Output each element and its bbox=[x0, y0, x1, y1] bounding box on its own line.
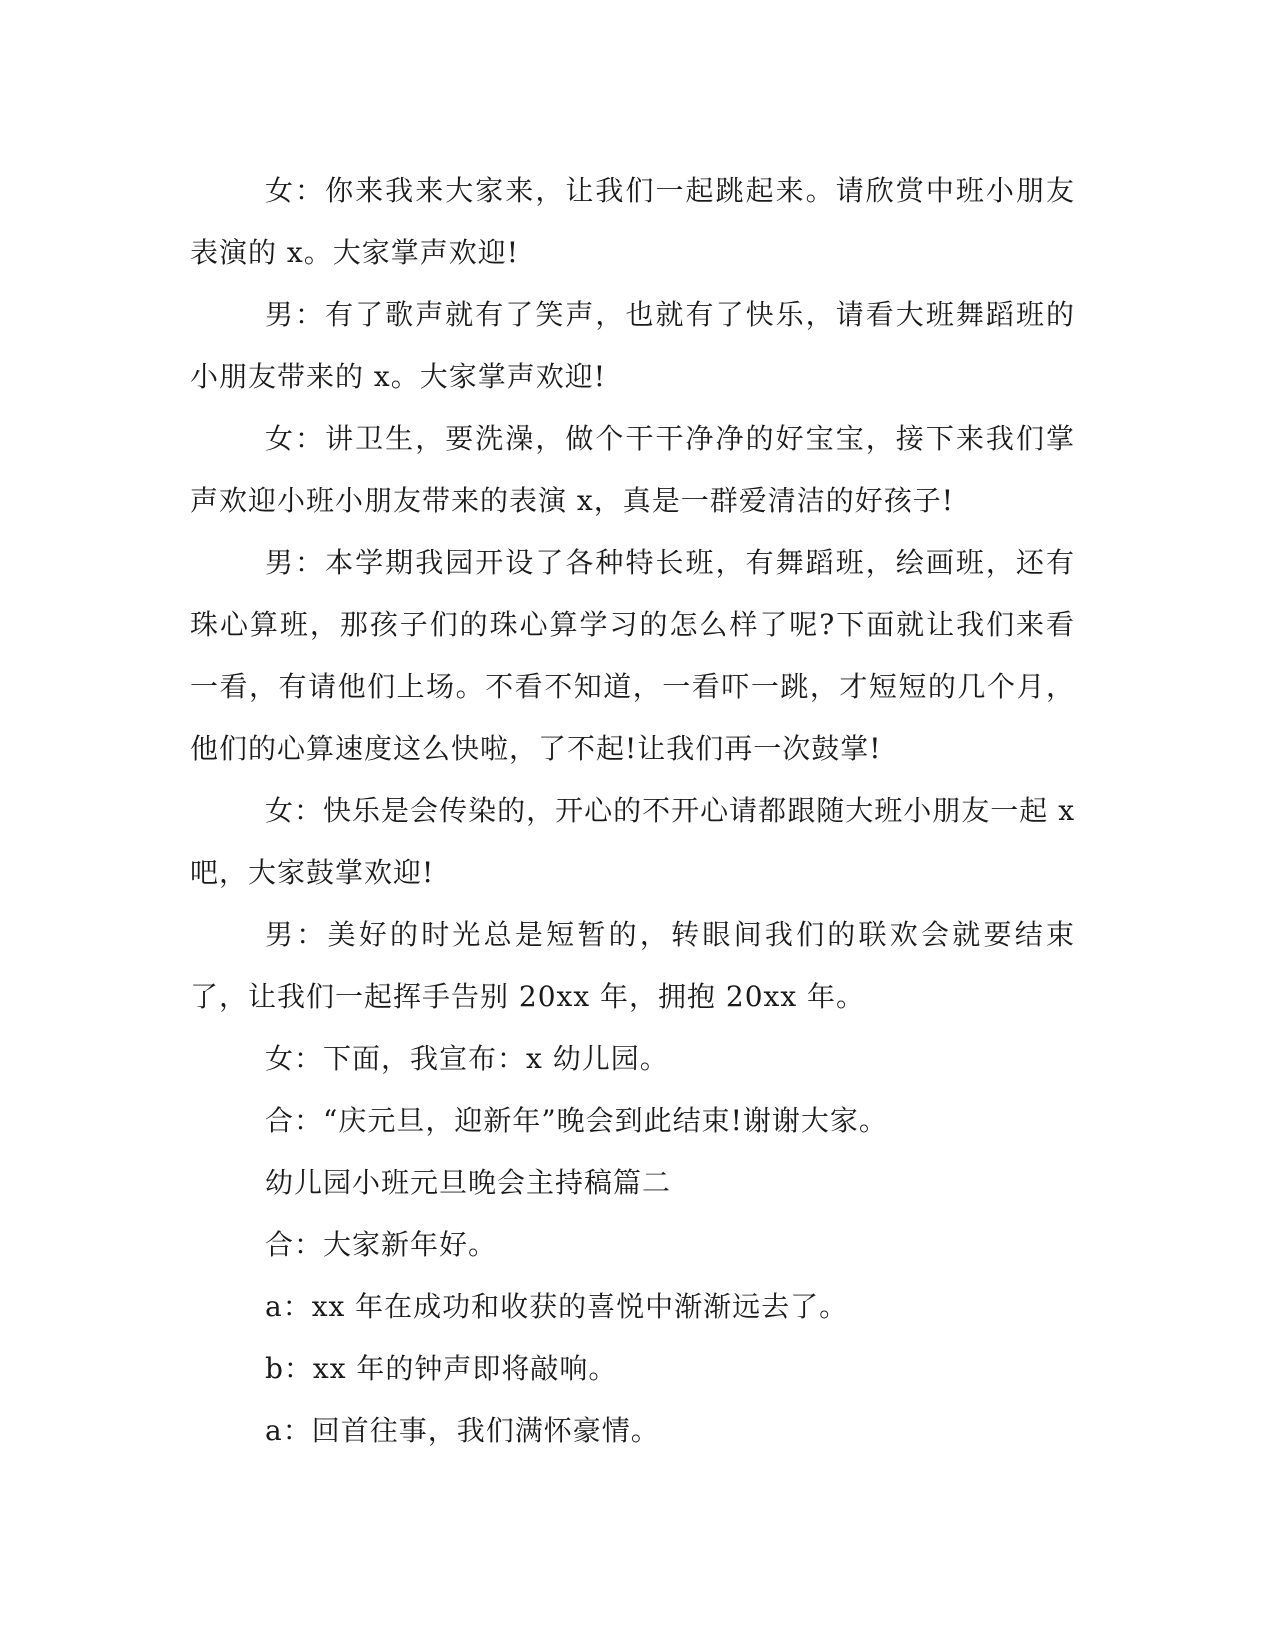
paragraph-a-2: a：回首往事，我们满怀豪情。 bbox=[265, 1414, 660, 1447]
paragraph-male-host-1: 男：有了歌声就有了笑声，也就有了快乐，请看大班舞蹈班的小朋友带来的 x。大家掌声欢迎! bbox=[190, 298, 1075, 393]
paragraph-female-host-1: 女：你来我来大家来，让我们一起跳起来。请欣赏中班小朋友表演的 x。大家掌声欢迎! bbox=[190, 174, 1075, 269]
paragraph-female-host-2: 女：讲卫生，要洗澡，做个干干净净的好宝宝，接下来我们掌声欢迎小班小朋友带来的表演 x，真是一群爱清洁的好孩子! bbox=[190, 422, 1075, 517]
paragraph-together-1: 合：“庆元旦，迎新年”晚会到此结束!谢谢大家。 bbox=[265, 1104, 888, 1137]
paragraph-b-1: b：xx 年的钟声即将敲响。 bbox=[265, 1352, 618, 1385]
paragraph-a-1: a：xx 年在成功和收获的喜悦中渐渐远去了。 bbox=[265, 1290, 849, 1323]
section-heading: 幼儿园小班元旦晚会主持稿篇二 bbox=[265, 1166, 672, 1199]
paragraph-female-host-4: 女：下面，我宣布：x 幼儿园。 bbox=[265, 1042, 669, 1075]
paragraph-male-host-3: 男：美好的时光总是短暂的，转眼间我们的联欢会就要结束了，让我们一起挥手告别 20xx 年，拥抱 20xx 年。 bbox=[190, 918, 1075, 1013]
paragraph-together-2: 合：大家新年好。 bbox=[265, 1228, 498, 1261]
paragraph-male-host-2: 男：本学期我园开设了各种特长班，有舞蹈班，绘画班，还有珠心算班，那孩子们的珠心算学习的怎么样了呢?下面就让我们来看一看，有请他们上场。不看不知道，一看吓一跳，才短短的几个月，他们的心算速度这么快啦，了不起!让我们再一次鼓掌! bbox=[190, 546, 1075, 765]
paragraph-female-host-3: 女：快乐是会传染的，开心的不开心请都跟随大班小朋友一起 x 吧，大家鼓掌欢迎! bbox=[190, 794, 1075, 889]
document-body bbox=[190, 160, 1075, 1462]
